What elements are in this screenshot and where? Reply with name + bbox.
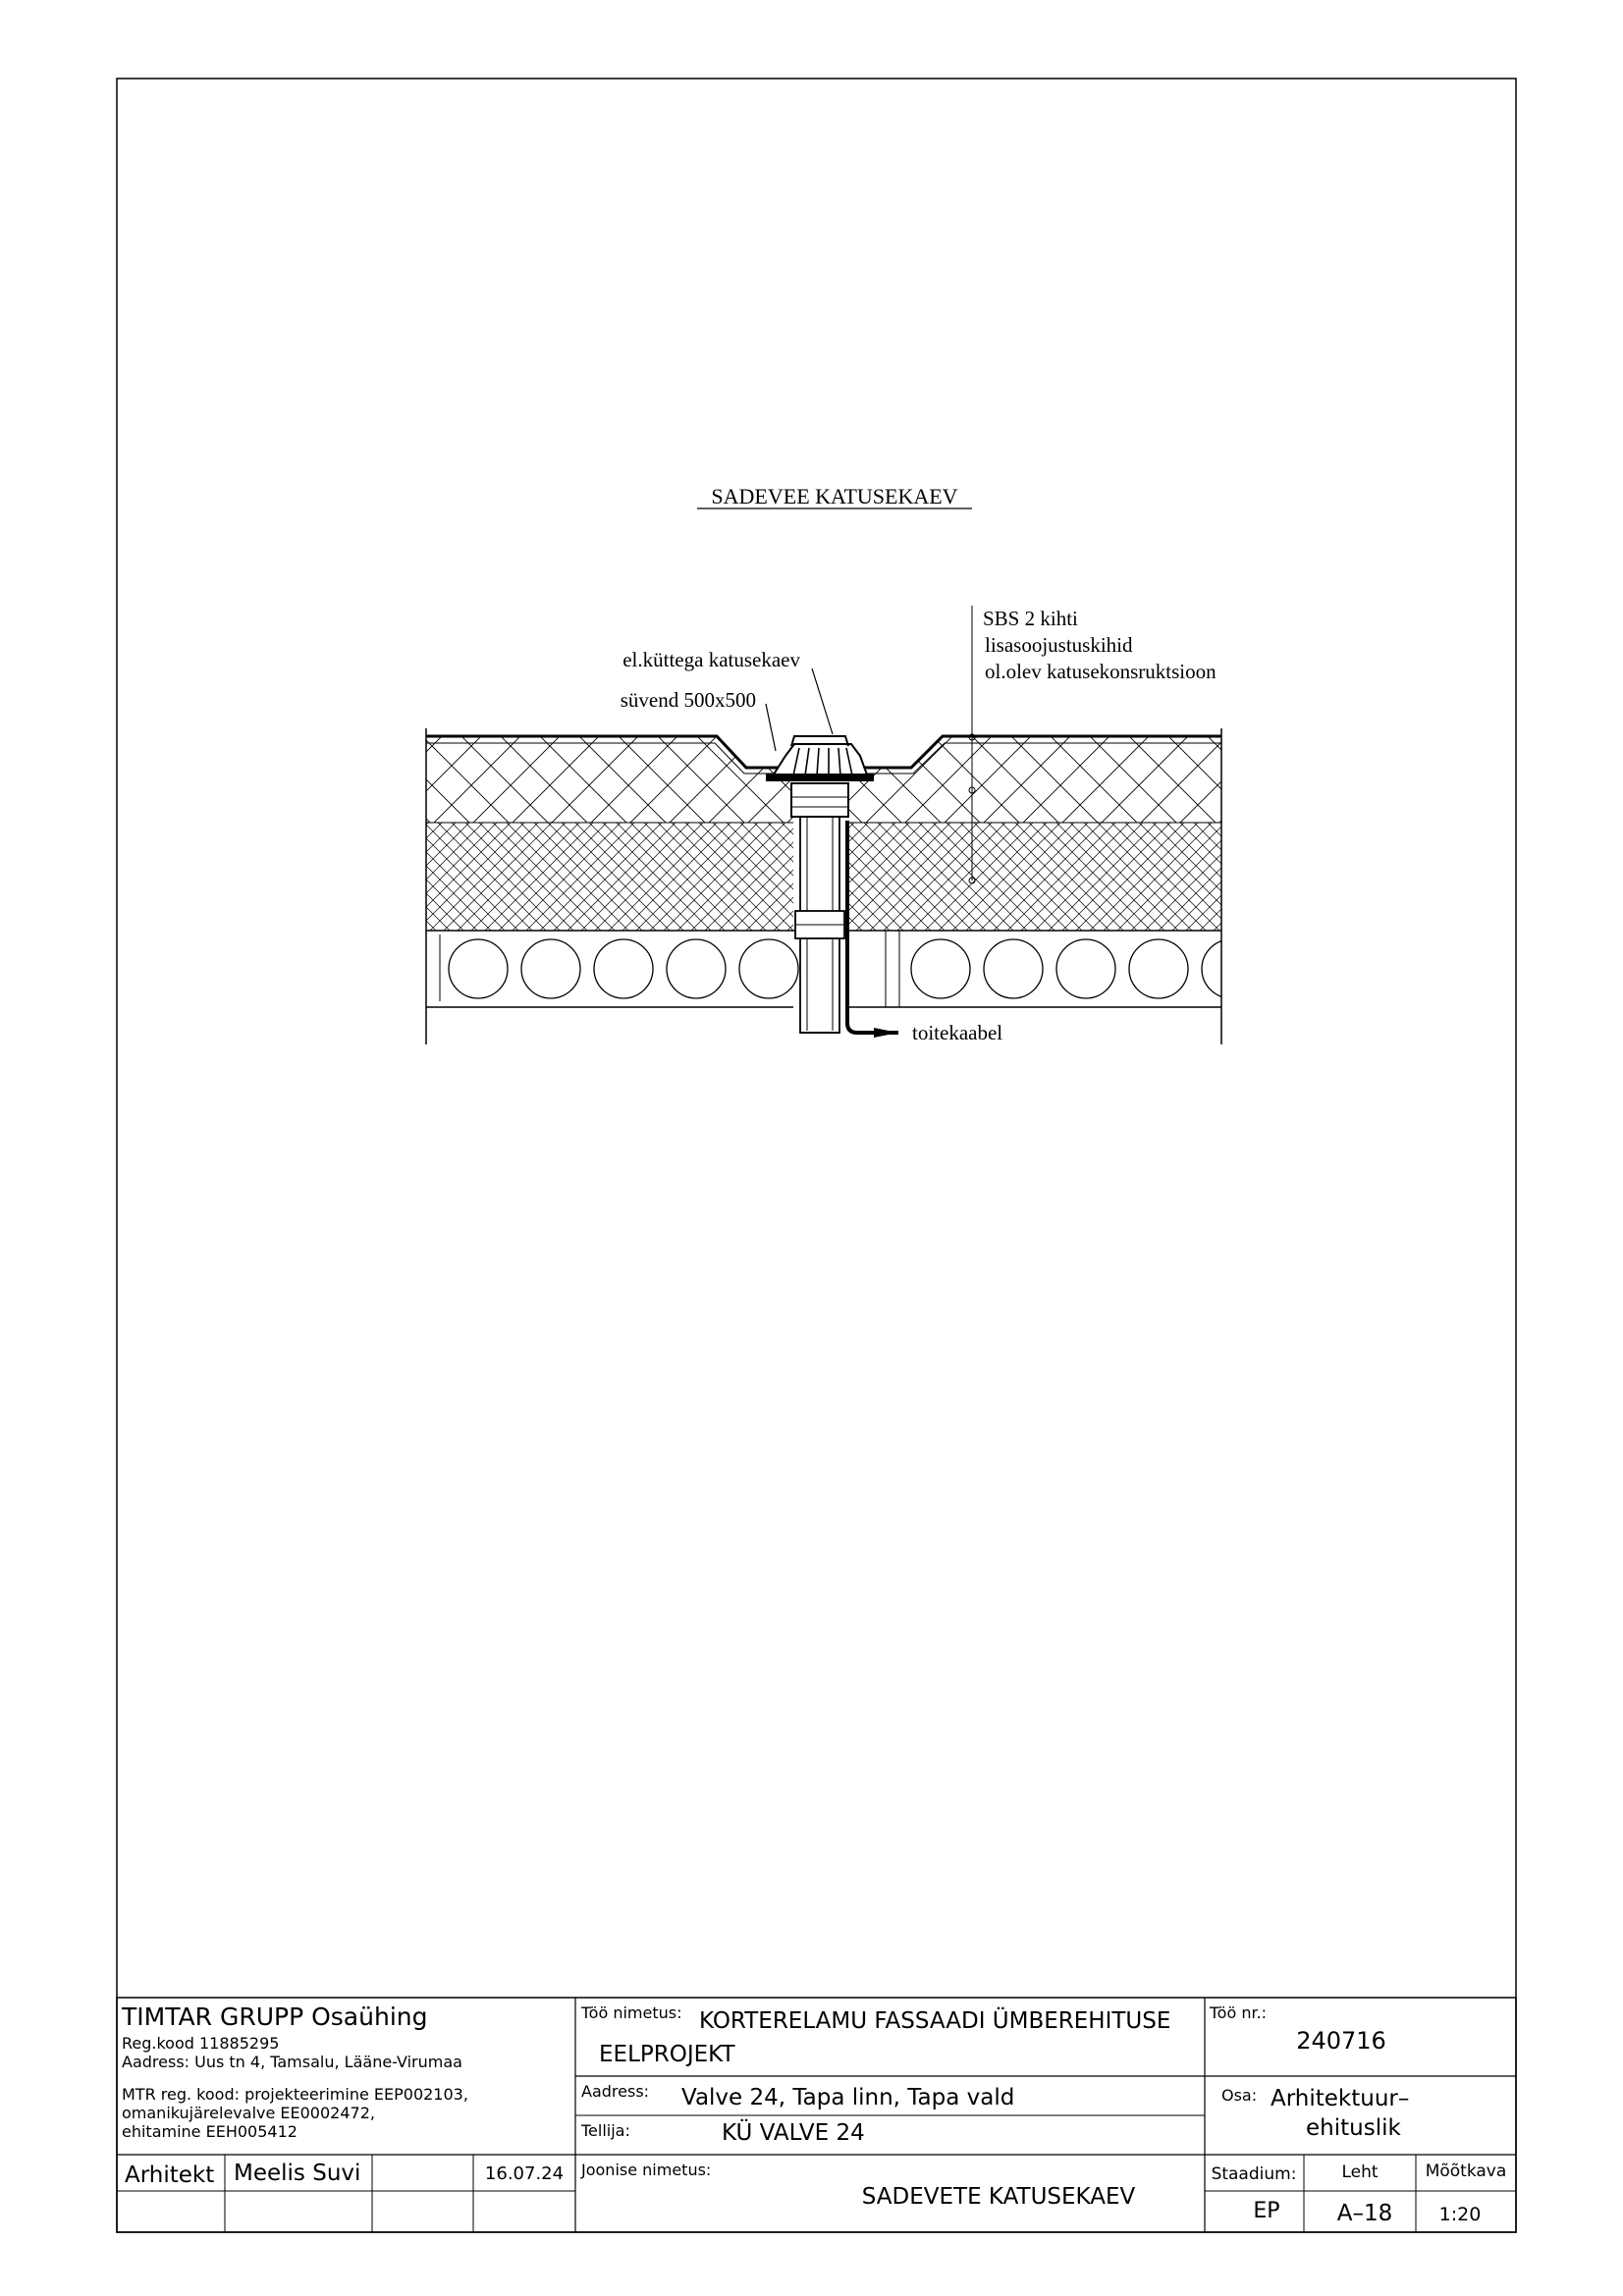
work-name-label: Töö nimetus: — [581, 2003, 682, 2022]
client-value: KÜ VALVE 24 — [722, 2120, 865, 2146]
leader-heated-drain — [812, 668, 833, 734]
reg-code: Reg.kood 11885295 — [122, 2034, 280, 2053]
role-label: Arhitekt — [125, 2163, 215, 2188]
company-name: TIMTAR GRUPP Osaühing — [122, 2002, 428, 2031]
drain-head — [766, 736, 874, 781]
drawing-name: SADEVETE KATUSEKAEV — [861, 2184, 1136, 2210]
work-name-line-2: EELPROJEKT — [599, 2042, 735, 2067]
label-cable: toitekaabel — [912, 1021, 1003, 1044]
mtr-line-1: MTR reg. kood: projekteerimine EEP002103, — [122, 2085, 468, 2104]
stage-value: EP — [1253, 2199, 1280, 2223]
address-value: Valve 24, Tapa linn, Tapa vald — [681, 2085, 1015, 2110]
slab-void — [1202, 939, 1261, 998]
title-block-text — [121, 2002, 1506, 2226]
label-heated-drain: el.küttega katusekaev — [622, 648, 800, 671]
hollow-core-slab — [440, 931, 1261, 1007]
part-value-2: ehituslik — [1306, 2115, 1401, 2141]
slab-void — [911, 939, 970, 998]
scale-value: 1:20 — [1438, 2204, 1482, 2225]
label-layer-insulation: lisasoojustuskihid — [985, 633, 1133, 657]
label-recess: süvend 500x500 — [620, 688, 756, 712]
drain-pipe — [791, 783, 848, 1033]
company-address: Aadress: Uus tn 4, Tamsalu, Lääne-Virumaa — [122, 2053, 462, 2071]
label-layer-sbs: SBS 2 kihti — [983, 607, 1078, 630]
sheet-value: A–18 — [1336, 2201, 1393, 2226]
slab-void — [521, 939, 580, 998]
person-name: Meelis Suvi — [234, 2161, 361, 2186]
label-layer-existing: ol.olev katusekonsruktsioon — [985, 660, 1217, 683]
work-no: 240716 — [1296, 2027, 1386, 2055]
date: 16.07.24 — [484, 2163, 565, 2184]
mtr-line-2: omanikujärelevalve EE0002472, — [122, 2104, 375, 2122]
slab-void — [1129, 939, 1188, 998]
sheet-frame — [117, 79, 1516, 2232]
leader-recess — [766, 704, 776, 751]
work-name-line-1: KORTERELAMU FASSAADI ÜMBEREHITUSE — [699, 2008, 1171, 2034]
part-value-1: Arhitektuur– — [1271, 2086, 1410, 2111]
slab-void — [667, 939, 726, 998]
client-label: Tellija: — [581, 2121, 630, 2140]
slab-void — [739, 939, 798, 998]
slab-void — [594, 939, 653, 998]
mtr-line-3: ehitamine EEH005412 — [122, 2122, 298, 2141]
stage-label: Staadium: — [1211, 2164, 1297, 2184]
address-label: Aadress: — [581, 2082, 650, 2101]
part-label: Osa: — [1221, 2086, 1258, 2105]
roof-detail — [426, 606, 1261, 1044]
drawing-title: SADEVEE KATUSEKAEV — [711, 484, 958, 508]
slab-void — [1056, 939, 1115, 998]
drawing-name-label: Joonise nimetus: — [581, 2161, 712, 2179]
drain-sleeve — [791, 783, 848, 817]
work-no-label: Töö nr.: — [1210, 2003, 1268, 2022]
slab-void — [449, 939, 508, 998]
slab-void — [984, 939, 1043, 998]
scale-label: Mõõtkava — [1425, 2162, 1507, 2181]
sheet-label: Leht — [1341, 2163, 1379, 2182]
